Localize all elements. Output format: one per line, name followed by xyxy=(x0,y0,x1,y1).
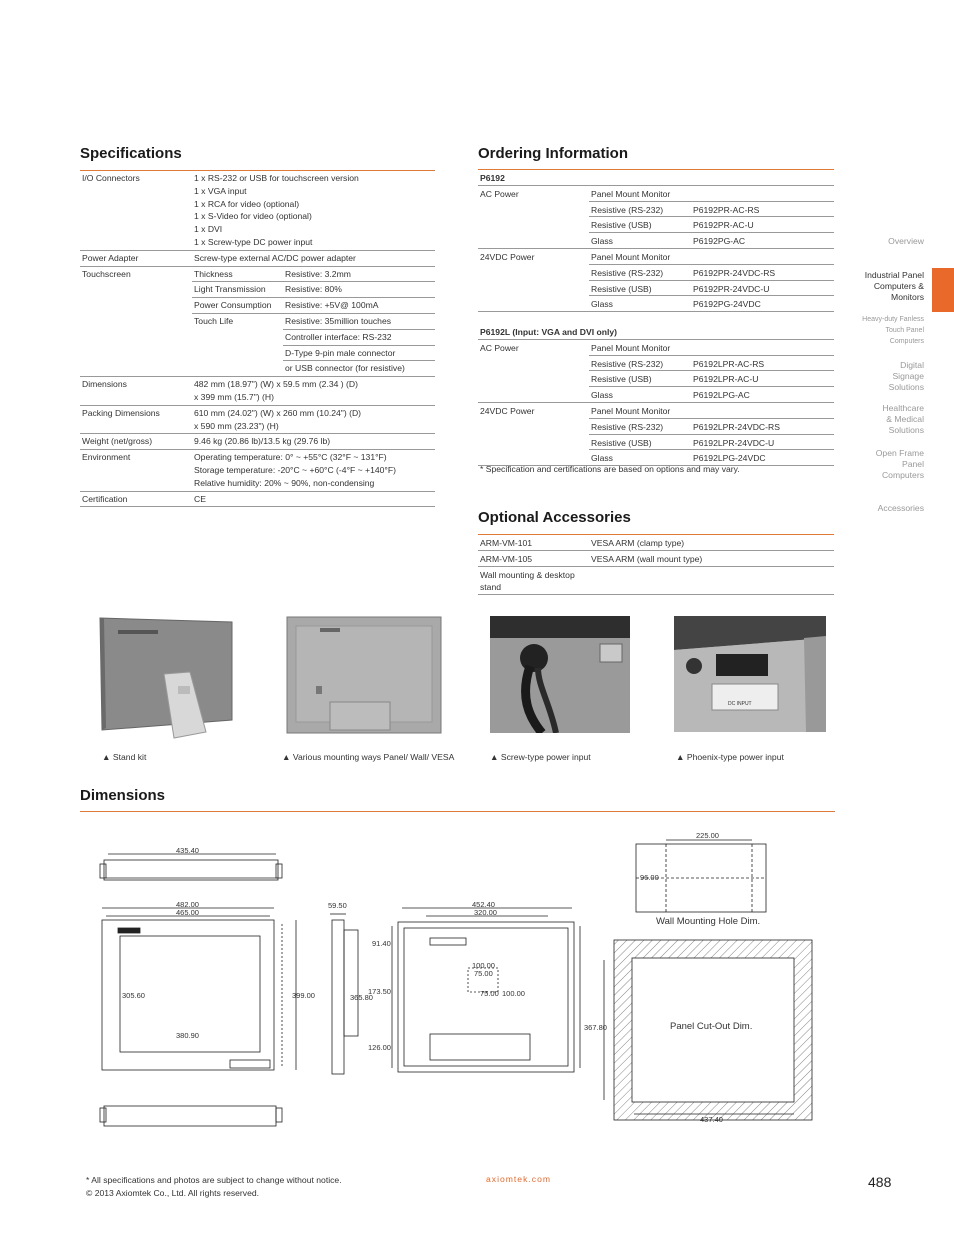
sidebar-item-label: Panel xyxy=(902,459,924,469)
ordering-cell: Resistive (RS-232) xyxy=(589,418,691,434)
dim-top-width: 435.40 xyxy=(176,846,199,855)
spec-label: Weight (net/gross) xyxy=(80,434,192,450)
ordering-cell: Glass xyxy=(589,387,691,403)
spec-sub-value: Resistive: 3.2mm xyxy=(283,266,435,282)
ordering-cell xyxy=(478,418,589,434)
sidebar-item-label: Computers & xyxy=(873,281,924,291)
ordering-cell xyxy=(691,339,834,355)
sidebar-item-label: Signage xyxy=(892,371,924,381)
ordering-cell: P6192PG-24VDC xyxy=(691,296,834,312)
ordering-cell: P6192LPG-AC xyxy=(691,387,834,403)
spec-row xyxy=(80,491,435,507)
spec-value-line: 1 x RS-232 or USB for touchscreen version xyxy=(194,173,359,183)
spec-value-line: 1 x Screw-type DC power input xyxy=(194,236,313,247)
ordering-cell: Panel Mount Monitor xyxy=(589,249,691,265)
spec-label: Certification xyxy=(80,491,192,507)
spec-row xyxy=(80,266,435,282)
photo-mounting-ways xyxy=(286,616,442,734)
spec-row xyxy=(80,405,435,434)
spec-value-line: CE xyxy=(194,493,206,504)
ordering-cell: P6192LPR-24VDC-U xyxy=(691,434,834,450)
page-number: 488 xyxy=(868,1174,892,1190)
ordering-cell xyxy=(478,201,589,217)
accessory-cell: Wall mounting & desktop stand xyxy=(478,566,589,595)
ordering-cell: Resistive (RS-232) xyxy=(589,264,691,280)
spec-value-line: Storage temperature: -20°C ~ +60°C (-4°F ~ +140°F) xyxy=(194,464,396,475)
spec-value-line: x 590 mm (23.23") (H) xyxy=(194,420,279,431)
spec-value xyxy=(192,377,435,406)
ordering-title: Ordering Information xyxy=(478,145,628,162)
spec-value-line: 1 x RCA for video (optional) xyxy=(194,198,300,209)
spec-value-line: 1 x VGA input xyxy=(194,185,247,196)
footer-website-link[interactable]: axiomtek.com xyxy=(486,1174,552,1184)
ordering-cell xyxy=(478,434,589,450)
ordering-row xyxy=(478,355,834,371)
spec-label: Power Adapter xyxy=(80,250,192,266)
ordering-cell xyxy=(478,371,589,387)
dim-front-width3: 380.90 xyxy=(176,1031,199,1040)
ordering-cell: Resistive (RS-232) xyxy=(589,201,691,217)
ordering-cell: Resistive (USB) xyxy=(589,217,691,233)
ordering-cell: P6192PR-AC-U xyxy=(691,217,834,233)
ordering-row xyxy=(478,280,834,296)
dim-back-height2: 173.50 xyxy=(368,987,391,996)
sidebar-item-label: Healthcare xyxy=(882,403,924,413)
dim-back-height1: 91.40 xyxy=(372,939,391,948)
ordering-cell: Panel Mount Monitor xyxy=(589,339,691,355)
ordering-cell: 24VDC Power xyxy=(480,406,535,417)
spec-row xyxy=(80,434,435,450)
spec-label: I/O Connectors xyxy=(80,171,192,250)
ordering-cell: P6192PR-24VDC-RS xyxy=(691,264,834,280)
accessory-cell: VESA ARM (wall mount type) xyxy=(589,550,834,566)
spec-value xyxy=(192,434,435,450)
ordering-row xyxy=(478,249,834,265)
sidebar-item-label: Monitors xyxy=(891,292,924,302)
ordering-group-name: P6192L (Input: VGA and DVI only) xyxy=(478,324,834,339)
accessories-title: Optional Accessories xyxy=(478,509,631,526)
ordering-row xyxy=(478,339,834,355)
spec-value xyxy=(192,450,435,491)
spec-sub-label: Power Consumption xyxy=(192,298,283,314)
ordering-table-p6192 xyxy=(478,170,834,312)
ordering-cell: P6192PG-AC xyxy=(691,233,834,249)
spec-label: Environment xyxy=(80,450,192,491)
spec-sub-value: Controller interface: RS-232 xyxy=(283,329,435,345)
ordering-group-row xyxy=(478,170,834,185)
ordering-row xyxy=(478,296,834,312)
spec-value-line: 610 mm (24.02") (W) x 260 mm (10.24") (D) xyxy=(194,407,362,418)
spec-sub-label: Thickness xyxy=(192,266,283,282)
ordering-cell: Resistive (USB) xyxy=(589,434,691,450)
sidebar-item-4[interactable] xyxy=(882,403,924,436)
ordering-row xyxy=(478,185,834,201)
sidebar-item-label: Open Frame xyxy=(875,448,924,458)
footer-note: * All specifications and photos are subject to change without notice. xyxy=(86,1175,342,1185)
spec-row xyxy=(80,250,435,266)
sidebar-item-1[interactable] xyxy=(865,270,924,303)
ordering-cell: Resistive (USB) xyxy=(589,280,691,296)
sidebar-item-6[interactable] xyxy=(878,503,924,514)
ordering-row xyxy=(478,387,834,403)
phoenix-label: DC INPUT xyxy=(728,701,752,707)
spec-row xyxy=(80,450,435,491)
ordering-cell: Panel Mount Monitor xyxy=(589,403,691,419)
sidebar-item-label: Computers xyxy=(889,338,924,345)
spec-sub-label: Touch Life xyxy=(192,313,283,376)
dim-cutout-height: 367.80 xyxy=(584,1023,607,1032)
ordering-cell: P6192LPR-AC-U xyxy=(691,371,834,387)
spec-row xyxy=(80,377,435,406)
sidebar-item-3[interactable] xyxy=(889,360,924,393)
dim-vesa2: 75.00 xyxy=(474,969,493,978)
spec-value-line: Screw-type external AC/DC power adapter xyxy=(194,252,356,263)
dim-front-width1: 482.00 xyxy=(176,900,199,909)
spec-value-line: 482 mm (18.97") (W) x 59.5 mm (2.34 ) (D) xyxy=(194,379,358,390)
dim-back-height4: 126.00 xyxy=(368,1043,391,1052)
ordering-cell xyxy=(478,280,589,296)
sidebar-item-label: Solutions xyxy=(888,425,924,435)
accessory-cell xyxy=(589,566,834,595)
ordering-cell: P6192LPR-24VDC-RS xyxy=(691,418,834,434)
ordering-cell: Glass xyxy=(589,233,691,249)
dim-vesa4: 100.00 xyxy=(502,989,525,998)
ordering-group-row xyxy=(478,324,834,339)
sidebar-item-label: Solutions xyxy=(888,382,924,392)
dimensions-title: Dimensions xyxy=(80,787,166,804)
sidebar-item-label: Touch Panel xyxy=(885,327,924,334)
ordering-row xyxy=(478,217,834,233)
spec-value-line: 1 x S-Video for video (optional) xyxy=(194,211,312,222)
accessory-cell: ARM-VM-105 xyxy=(478,550,589,566)
ordering-cell xyxy=(478,296,589,312)
sidebar-item-0[interactable] xyxy=(888,236,924,247)
dim-wall-width: 225.00 xyxy=(696,831,719,840)
sidebar-active-tab xyxy=(932,268,954,312)
spec-sub-value: Resistive: 80% xyxy=(283,282,435,298)
ordering-cell: P6192PR-AC-RS xyxy=(691,201,834,217)
spec-row xyxy=(80,171,435,250)
ordering-row xyxy=(478,403,834,419)
ordering-group-name: P6192 xyxy=(478,170,834,185)
ordering-cell: Glass xyxy=(589,296,691,312)
ordering-cell: AC Power xyxy=(480,342,519,353)
ordering-cell: Resistive (RS-232) xyxy=(589,355,691,371)
spec-value xyxy=(192,250,435,266)
ordering-cell xyxy=(478,355,589,371)
ordering-cell xyxy=(691,249,834,265)
ordering-cell: P6192LPG-24VDC xyxy=(691,450,834,466)
ordering-table-p6192l xyxy=(478,324,834,466)
ordering-cell xyxy=(691,185,834,201)
ordering-cell xyxy=(478,264,589,280)
dimension-drawing xyxy=(0,820,954,1140)
sidebar-item-label: & Medical xyxy=(886,414,924,424)
ordering-cell: AC Power xyxy=(480,188,519,199)
ordering-cell: 24VDC Power xyxy=(480,252,535,263)
ordering-cell: P6192PR-24VDC-U xyxy=(691,280,834,296)
photo-phoenix-power xyxy=(674,616,826,732)
ordering-cell xyxy=(691,403,834,419)
sidebar-item-label: Digital xyxy=(900,360,924,370)
sidebar-item-label: Computers xyxy=(881,470,924,480)
spec-value xyxy=(192,405,435,434)
dim-side-depth: 59.50 xyxy=(328,901,347,910)
spec-sub-value: Resistive: 35million touches xyxy=(283,313,435,329)
caption-stand-kit: ▲ Stand kit xyxy=(102,752,147,762)
accessories-table xyxy=(478,535,834,595)
wall-mount-caption: Wall Mounting Hole Dim. xyxy=(656,916,761,927)
ordering-cell xyxy=(478,217,589,233)
dimensions-rule xyxy=(80,811,835,812)
ordering-row xyxy=(478,201,834,217)
spec-value-line: Operating temperature: 0° ~ +55°C (32°F ~ 131°F) xyxy=(194,452,387,463)
specifications-table xyxy=(80,171,435,507)
ordering-cell: P6192LPR-AC-RS xyxy=(691,355,834,371)
sidebar-item-label: Industrial Panel xyxy=(864,270,924,280)
ordering-row xyxy=(478,371,834,387)
spec-sub-value: or USB connector (for resistive) xyxy=(283,361,435,377)
spec-value xyxy=(192,171,435,250)
accessory-cell: ARM-VM-101 xyxy=(478,535,589,550)
ordering-cell: Glass xyxy=(589,450,691,466)
ordering-row xyxy=(478,264,834,280)
dim-back-height3: 365.80 xyxy=(350,993,373,1002)
spec-sub-value: D-Type 9-pin male connector xyxy=(283,345,435,361)
spec-value-line: 1 x DVI xyxy=(194,224,223,235)
dim-back-width2: 320.00 xyxy=(474,908,497,917)
spec-sub-label: Light Transmission xyxy=(192,282,283,298)
dim-front-height1: 305.60 xyxy=(122,991,145,1000)
sidebar-item-label: Heavy-duty Fanless xyxy=(862,316,924,323)
ordering-note: * Specification and certifications are based on options and may vary. xyxy=(480,464,740,474)
spec-label: Packing Dimensions xyxy=(80,405,192,434)
accessory-row xyxy=(478,550,834,566)
dim-front-height2: 399.00 xyxy=(292,991,315,1000)
sidebar-item-label: Accessories xyxy=(877,503,924,513)
ordering-row xyxy=(478,418,834,434)
caption-mounting-ways: ▲ Various mounting ways Panel/ Wall/ VESA xyxy=(282,752,455,762)
ordering-row xyxy=(478,434,834,450)
dim-wall-height: 96.00 xyxy=(640,873,659,882)
footer-copyright: © 2013 Axiomtek Co., Ltd. All rights reserved. xyxy=(86,1188,260,1198)
photo-screw-power xyxy=(490,616,630,733)
dim-cutout-width: 437.40 xyxy=(700,1115,723,1124)
caption-screw-power: ▲ Screw-type power input xyxy=(490,752,591,762)
spec-label: Dimensions xyxy=(80,377,192,406)
caption-phoenix-power: ▲ Phoenix-type power input xyxy=(676,752,784,762)
dim-front-width2: 465.00 xyxy=(176,908,199,917)
dim-vesa3: 75.00 xyxy=(480,989,499,998)
specifications-title: Specifications xyxy=(80,145,182,162)
sidebar-item-5[interactable] xyxy=(876,448,924,481)
cutout-caption: Panel Cut-Out Dim. xyxy=(670,1021,753,1032)
spec-sub-value: Resistive: +5V@ 100mA xyxy=(283,298,435,314)
accessory-cell: VESA ARM (clamp type) xyxy=(589,535,834,550)
ordering-cell xyxy=(478,387,589,403)
dim-vesa1: 100.00 xyxy=(472,961,495,970)
spec-value xyxy=(192,491,435,507)
dim-back-width1: 452.40 xyxy=(472,900,495,909)
sidebar-item-2[interactable] xyxy=(862,314,924,347)
accessory-row xyxy=(478,535,834,550)
spec-value-line: 9.46 kg (20.86 lb)/13.5 kg (29.76 lb) xyxy=(194,436,331,447)
spec-value-line: Relative humidity: 20% ~ 90%, non-condensing xyxy=(194,477,375,488)
photo-stand-kit xyxy=(98,616,236,740)
sidebar-item-label: Overview xyxy=(888,236,924,246)
ordering-cell: Resistive (USB) xyxy=(589,371,691,387)
spec-value-line: x 399 mm (15.7") (H) xyxy=(194,391,274,402)
ordering-row xyxy=(478,233,834,249)
ordering-cell xyxy=(478,233,589,249)
ordering-cell: Panel Mount Monitor xyxy=(589,185,691,201)
spec-label: Touchscreen xyxy=(80,266,192,377)
accessory-row xyxy=(478,566,834,595)
